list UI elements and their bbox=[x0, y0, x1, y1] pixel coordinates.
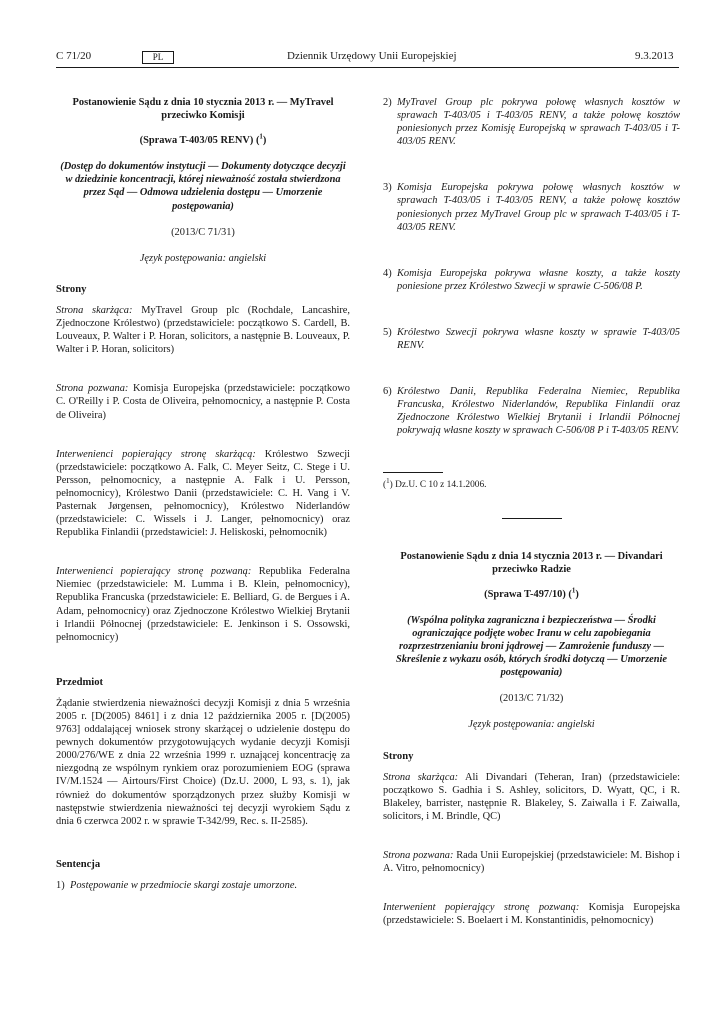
footnote-1: ($^1$) Dz.U. C 10 z 14.1.2006. bbox=[383, 476, 487, 490]
ruling-item bbox=[383, 326, 680, 352]
left-column bbox=[56, 96, 350, 892]
case-number-2: (Sprawa T-497/10) ($^1$) bbox=[484, 586, 579, 600]
ruling-number: 6) bbox=[383, 386, 392, 398]
party-text: Republika Federalna Niemiec (przedstawiciele: M. Lumma i B. Klein, pełnomocnicy), Republika Francuska (przedstawiciele: E. Belliard, G. de Bergues i A. Adam, pełnomocnicy) oraz Zjednoczone Królestwo Wielkiej Brytanii i Irlandii Północnej (przedstawiciele: E. Jenkinson i S. Ossowski, pełnomocnicy) bbox=[56, 566, 350, 643]
ruling-text: MyTravel Group plc pokrywa połowę własnych kosztów w sprawach T-403/05 i T-403/05 RENV, a także połowę kosztów poniesionych przez Komisję Europejską w sprawach T-403/05 i T-403/05 RENV. bbox=[397, 97, 680, 148]
footnote-text: Dz.U. C 10 z 14.1.2006. bbox=[392, 479, 487, 490]
publication-ref-2: (2013/C 71/32) bbox=[499, 693, 564, 705]
procedure-language-1: Język postępowania: angielski bbox=[139, 252, 267, 264]
intervener-defendant-2 bbox=[383, 901, 680, 927]
party-label: Strona pozwana: bbox=[383, 850, 454, 861]
ruling-item bbox=[383, 267, 680, 293]
ruling-text: Komisja Europejska pokrywa własne koszty, a także koszty poniesione przez Królestwo Szwecji w sprawie C-506/08 P. bbox=[397, 267, 680, 292]
ruling-item bbox=[383, 181, 680, 233]
order-title-2: Postanowienie Sądu z dnia 14 stycznia 2013 r. — Divandari przeciwko Radzie bbox=[400, 550, 663, 575]
party-text: Komisja Europejska (przedstawiciele: S. Boelaert i M. Konstantinidis, pełnomocnicy) bbox=[383, 902, 680, 927]
defendant-1 bbox=[56, 382, 350, 421]
party-label: Interwenient popierający stronę pozwaną: bbox=[383, 902, 580, 914]
party-label: Strona skarżąca: bbox=[56, 304, 133, 316]
interveners-applicant-1 bbox=[56, 448, 350, 540]
ruling-number: 3) bbox=[383, 182, 392, 194]
footnote-ref: 1 bbox=[259, 132, 263, 141]
interveners-defendant-1 bbox=[56, 565, 350, 644]
party-label: Interwenienci popierający stronę skarżącą: bbox=[56, 448, 256, 460]
ruling-text: Królestwo Danii, Republika Federalna Niemiec, Republika Francuska, Królestwo Niderlandów, Republika Finlandii oraz Zjednoczone Królestwo Wielkiej Brytanii i Irlandii Północnej pokrywają własne koszty w sprawach C-506/08 P i T-403/05 RENV. bbox=[397, 386, 680, 437]
case-number-1: (Sprawa T-403/05 RENV) ($^1$) bbox=[139, 132, 267, 147]
publication-ref-1: (2013/C 71/31) bbox=[171, 226, 235, 238]
right-column bbox=[383, 96, 680, 927]
ruling-text: Królestwo Szwecji pokrywa własne koszty w sprawie T-403/05 RENV. bbox=[397, 326, 680, 352]
ruling-text: Postępowanie w przedmiocie skargi zostaje umorzone. bbox=[70, 879, 298, 891]
party-text: Komisja Europejska (przedstawiciele: początkowo C. O'Reilly i P. Costa de Oliveira, pełnomocnicy, a następnie P. Costa de Oliveira) bbox=[56, 383, 350, 421]
subject-heading-1: Przedmiot bbox=[56, 676, 104, 688]
subject-text-1: Żądanie stwierdzenia nieważności decyzji Komisji z dnia 5 września 2005 r. [D(2005) 8461] i z dnia 12 października 2005 r. [D(2005) 9763] oddalającej wniosek strony skarżącej o udzielenie dostępu do pewnych dokumentów przygotowujących wydanie decyzji Komisji 2000/276/WE z dnia 22 września 1999 r. uznającej koncentrację za niezgodną ze wspólnym rynkiem oraz porozumieniem EOG (sprawa IV/M.1524 — Airtours/First Choice) (Dz.U. 2000, L 93, s. 1), jak również do dokumentów sporządzonych przez służby Komisji w następstwie stwierdzenia nieważności tej decyzji wyrokiem Sądu z dnia 6 czerwca 2002 r. w sprawie T-342/99, Rec. s. II-2585). bbox=[56, 697, 350, 827]
subject-summary-2: (Wspólna polityka zagraniczna i bezpieczeństwa — Środki ograniczające podjęte wobec Iranu w celu zapobiegania rozprzestrzenianiu broni jądrowej — Zamrożenie funduszy — Skreślenie z wykazu osób, których środki dotyczą — Umorzenie postępowania) bbox=[395, 614, 668, 679]
header-rule bbox=[56, 67, 679, 68]
order-title-1: Postanowienie Sądu z dnia 10 stycznia 2013 r. — MyTravel przeciwko Komisji bbox=[72, 97, 334, 122]
page-reference: C 71/20 bbox=[56, 50, 92, 62]
ruling-number: 5) bbox=[383, 326, 392, 338]
party-label: Strona skarżąca: bbox=[383, 771, 459, 783]
defendant-2 bbox=[383, 849, 680, 875]
case-label: (Sprawa T-497/10) bbox=[484, 588, 566, 600]
party-text: Ali Divandari (Teheran, Iran) (przedstawiciele: początkowo S. Gadhia i S. Ashley, solicitors, D. Wyatt, QC, i R. Blakeley, barrister, następnie R. Blakeley, S. Zaiwalla i F. Zaiwalla, solicitors, i M. Brindle, QC) bbox=[383, 771, 681, 822]
subject-summary-1: (Dostęp do dokumentów instytucji — Dokumenty dotyczące decyzji w dziedzinie koncentracji, której nieważność została stwierdzona przez Sąd — Odmowa udzielenia dostępu — Umorzenie postępowania) bbox=[60, 161, 346, 212]
parties-heading-1: Strony bbox=[56, 283, 87, 295]
ruling-item bbox=[383, 385, 680, 437]
applicant-1 bbox=[56, 304, 350, 356]
party-text: MyTravel Group plc (Rochdale, Lancashire, Zjednoczone Królestwo) (przedstawiciele: początkowo S. Cardell, B. Louveaux, P. Walter i P. Horan, solicitors, a następnie B. Louveaux, P. Walter i P. Horan, solicitors) bbox=[56, 304, 351, 356]
ruling-item bbox=[56, 879, 350, 892]
footnote-mark: 1 bbox=[386, 476, 390, 485]
case-label: (Sprawa T-403/05 RENV) bbox=[139, 135, 254, 147]
procedure-language-2: Język postępowania: angielski bbox=[468, 719, 595, 731]
journal-title: Dziennik Urzędowy Unii Europejskiej bbox=[287, 50, 457, 62]
applicant-2 bbox=[383, 771, 680, 823]
ruling-item bbox=[383, 96, 680, 148]
ruling-text: Komisja Europejska pokrywa połowę własnych kosztów w sprawach T-403/05 i T-403/05 RENV, a także połowę kosztów poniesionych przez MyTravel Group plc w sprawach T-403/05 i T-403/05 RENV. bbox=[397, 182, 680, 233]
party-text: Królestwo Szwecji (przedstawiciele: początkowo A. Falk, C. Meyer Seitz, C. Stege i U. Persson, pełnomocnicy, a następnie A. Falk i U. Persson, pełnomocnicy), Królestwo Danii (przedstawiciele: C. H. Vang i V. Pasternak Jørgensen, pełnomocnicy), Królestwo Niderlandów (przedstawiciele: C. Wissels i J. Langer, pełnomocnicy) oraz Republika Finlandii (przedstawiciel: J. Heliskoski, pełnomocnik) bbox=[56, 448, 351, 539]
party-text: Rada Unii Europejskiej (przedstawiciele: M. Bishop i A. Vitro, pełnomocnicy) bbox=[383, 850, 680, 875]
footnote-rule bbox=[383, 472, 443, 473]
party-label: Interwenienci popierający stronę pozwaną: bbox=[56, 566, 252, 578]
publication-date: 9.3.2013 bbox=[635, 50, 674, 62]
ruling-number: 1) bbox=[56, 879, 65, 891]
ruling-number: 2) bbox=[383, 97, 392, 108]
ruling-number: 4) bbox=[383, 267, 392, 279]
parties-heading-2: Strony bbox=[383, 750, 414, 762]
footnote-ref: 1 bbox=[571, 586, 576, 595]
document-separator bbox=[502, 518, 562, 519]
operative-part-heading-1: Sentencja bbox=[56, 858, 101, 870]
language-badge: PL bbox=[142, 51, 174, 64]
party-label: Strona pozwana: bbox=[56, 383, 129, 395]
